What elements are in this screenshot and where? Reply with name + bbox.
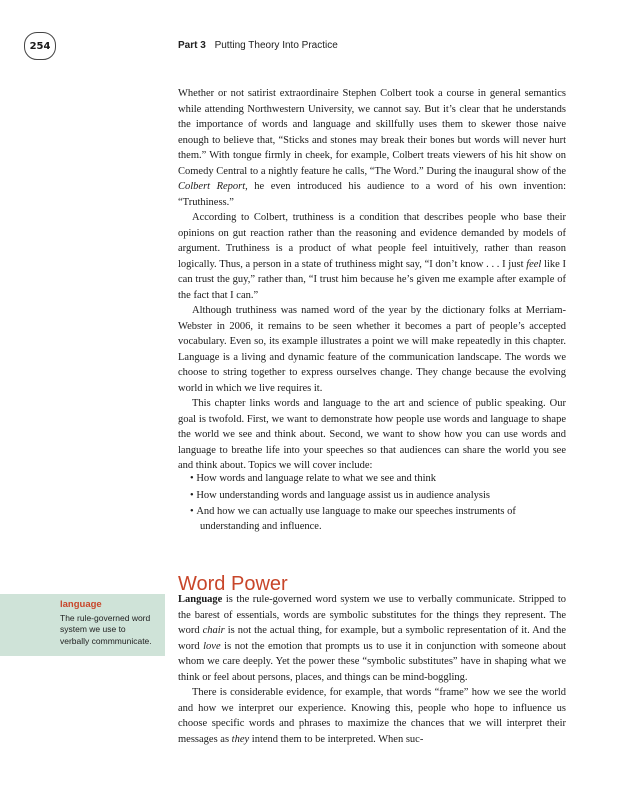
section-paragraph: Language is the rule-governed word system we use to verbally communicate. Stripped to the barest of essentials, words are symbolic substitutes for the things they represent. The word chair is not the actual thing, for example, but a symbolic representation of it. And the word love is not the emotion that prompts us to use it in conjunction with someone about whom we care deeply. Yet the power these “symbolic substitutes” have in shaping what we think or feel about persons, places, and things can be mind-boggling. <box>178 594 566 683</box>
glossary-term: language <box>60 599 102 610</box>
keyword: Language <box>178 594 223 605</box>
show-title: Colbert Report <box>178 181 246 192</box>
part-title: Putting Theory Into Practice <box>214 40 338 51</box>
part-label: Part 3 <box>178 40 206 51</box>
page-number: 254 <box>24 32 56 60</box>
emphasis-they: they <box>231 733 250 745</box>
section-paragraph: There is considerable evidence, for example, that words “frame” how we see the world and how we interpret our experience. Knowing this, people who hope to influence us choose specific words and phrases to maximize the chances that we will interpret their messages as they intend them to be interpreted. When suc- <box>178 687 566 745</box>
intro-paragraph: This chapter links words and language to the art and science of public speaking. Our goal is twofold. First, we want to demonstrate how people use words and language to shape the world we see and think about. Second, we want to show how you can use words and language to breathe life into your speeches so that audiences can share the world you see and think about. Topics we will cover include: <box>178 398 566 471</box>
section-text <box>178 592 566 747</box>
list-item: • How understanding words and language assist us in audience analysis <box>190 489 560 504</box>
topic-list <box>190 472 560 536</box>
list-item: • And how we can actually use language to make our speeches instruments of understanding and influence. <box>190 505 560 534</box>
section-title: Word Power <box>178 572 288 595</box>
glossary-definition: The rule-governed word system we use to verbally commmunicate. <box>60 612 152 646</box>
list-item: • How words and language relate to what we see and think <box>190 472 560 487</box>
intro-paragraph: Although truthiness was named word of the year by the dictionary folks at Merriam-Webster in 2006, it remains to be seen whether it becomes a part of people’s accepted vocabulary. Even so, its example illustrates a point we will make repeatedly in this chapter. Language is a living and dynamic feature of the communication landscape. The words we choose to string together to express ourselves change. They change because the evolving world in which we live requires it. <box>178 305 566 394</box>
intro-paragraph: According to Colbert, truthiness is a condition that describes people who base their opinions on gut reaction rather than the reasoning and evidence demanded by models of argument. Truthiness is a product of what people feel intuitively, rather than reason logically. Thus, a person in a state of truthiness might say, “I don’t know . . . I just feel like I can trust the guy,” rather than, “I trust him because he’s given me example after example of the fact that I can.” <box>178 212 566 301</box>
glossary-sidebar <box>0 594 165 656</box>
emphasis-love: love <box>203 640 221 652</box>
emphasis-feel: feel <box>526 258 542 270</box>
intro-text <box>178 86 566 474</box>
running-head <box>178 40 338 51</box>
emphasis-chair: chair <box>202 625 225 636</box>
intro-paragraph: Whether or not satirist extraordinaire Stephen Colbert took a course in general semantics while attending Northwestern University, we cannot say. But it’s clear that he understands the importance of words and language and skillfully uses them to skewer those naive enough to believe that, “Sticks and stones may break their bones but words will never hurt them.” With tongue firmly in cheek, for example, Colbert treats viewers of his hit show on Comedy Central to a nightly feature he calls, “The Word.” During the inaugural show of the Colbert Report, he even introduced his audience to a word of his own invention: “Truthiness.” <box>178 88 567 208</box>
